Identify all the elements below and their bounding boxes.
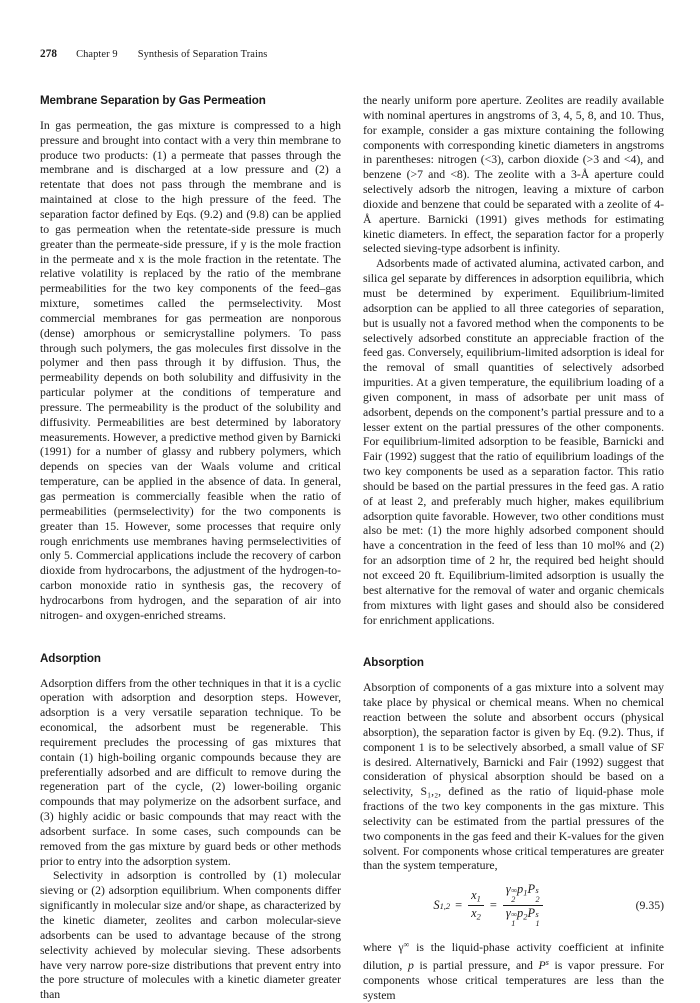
paragraph-adsorption-2: Selectivity in adsorption is controlled by (1) molecular sieving or (2) adsorption equilibrium. When components differ significantly in molecular size and/or shape, as characterized by the kinetic diameter, zeolites and carbon molecular-sieve adsorbents can be used to advantage because of the strong selectivity achieved by molecular sieving. These adsorbents have very narrow pore-size distributions that prevent entry into the pore structure of molecules with a kinetic diameter greater than: [40, 869, 341, 1002]
absorption-2-text-c: is partial pressure, and: [413, 958, 539, 972]
equals-sign-1: =: [455, 898, 463, 913]
paragraph-absorption-2: [363, 938, 664, 1003]
equation-expression: [363, 883, 620, 928]
equation-9-35: [363, 883, 664, 928]
absorption-2-text-d: is vapor pressure. For components whose critical temperatures are less than the system: [363, 958, 665, 1002]
running-head-chapter: Chapter 9: [76, 49, 118, 60]
paragraph-continued-1: the nearly uniform pore aperture. Zeolites are readily available with nominal apertures in angstroms of 3, 4, 5, 8, and 10. Thus, for example, consider a gas mixture containing the following components with corresponding kinetic diameters in angstroms in parentheses: nitrogen (<3), carbon dioxide (>3 and <4), and benzene (>7 and <8). The zeolite with a 3-Å aperture could selectively adsorb the nitrogen, leaving a mixture of carbon dioxide and benzene that could be separated with a zeolite of 4-Å aperture. Barnicki (1991) gives methods for estimating kinetic diameters. In effect, the separation factor for a properly selected sieving-type adsorbent is infinity.: [363, 94, 664, 256]
heading-adsorption: Adsorption: [40, 651, 101, 665]
symbol-p-uppercase: P: [538, 958, 546, 972]
two-column-body: [40, 94, 665, 1003]
paragraph-continued-2: Adsorbents made of activated alumina, activated carbon, and silica gel separate by differences in adsorption equilibria, which must be determined by experiment. Equilibrium-limited adsorption can be applied to all three categories of separation, but is usually not a favored method when the components to be selectively adsorbed constitute an appreciable fraction of the feed gas. Conversely, equilibrium-limited adsorption is ideal for the removal of small quantities of selectively adsorbed impurities. At a given temperature, the equilibrium loading of a given component, in mass of adsorbate per unit mass of adsorbent, depends on the component’s partial pressure and to a lesser extent on the partial pressures of the other components. For equilibrium-limited adsorption to be feasible, Barnicki and Fair (1992) suggest that the ratio of equilibrium loadings of the two key components be used as a separation factor. This ratio should be based on the partial pressures in the feed gas. A ratio of at least 2, and preferably much higher, makes equilibrium adsorption quite favorable. However, two other conditions must also be met: (1) the more highly adsorbed component should have a concentration in the feed of less than 10 mol% and (2) for an adsorption time of 2 hr, the required bed height should not exceed 20 ft. Equilibrium-limited adsorption is usually the best alternative for the removal of water and organic chemicals from mixtures with light gases and should also be considered for enrichment applications.: [363, 257, 664, 627]
equation-lhs-symbol: S: [433, 898, 440, 913]
heading-membrane-separation: Membrane Separation by Gas Permeation: [40, 94, 266, 107]
paragraph-absorption-1: Absorption of components of a gas mixture into a solvent may take place by physical or chemical means. When no chemical reaction between the solute and absorbent occurs (physical absorption), the separation factor is given by Eq. (9.2). Thus, if component 1 is to be selectively absorbed, a small value of SF is desired. Alternatively, Barnicki and Fair (1992) suggest that consideration of physical absorption should be based on a selectivity, S₁,₂, defined as the ratio of liquid-phase mole fractions of the two key components in the gas mixture. This selectivity can be estimated from the partial pressures of the two components in the gas feed and their K-values for the given solvent. For components whose critical temperatures are greater than the system temperature,: [363, 681, 664, 873]
equation-lhs-subscript: 1,2: [439, 900, 451, 911]
fraction-numerator-gamma2: γ ∞ 2 $p_1P$ s 2: [505, 882, 540, 904]
absorption-2-text-a: where γ: [363, 940, 404, 954]
equation-number: (9.35): [635, 899, 664, 913]
running-head-title: Synthesis of Separation Trains: [137, 49, 268, 60]
fraction-mole-fractions: [468, 889, 484, 922]
heading-absorption: Absorption: [363, 656, 424, 670]
fraction-denominator-gamma1: γ ∞ 1 $p_2P$ s 1: [503, 905, 543, 928]
gamma-infinity-superscript: ∞: [403, 940, 410, 949]
fraction-gamma-p-ps: [503, 883, 543, 928]
paragraph-membrane-separation: In gas permeation, the gas mixture is compressed to a high pressure and brought into contact with a very thin membrane to produce two products: (1) a permeate that passes through the membrane and is discharged at a low pressure and (2) a retentate that does not pass through the membrane and is maintained at close to the high pressure of the feed. The separation factor defined by Eqs. (9.2) and (9.8) can be applied to gas permeation when the retentate-side pressure is much greater than the permeate-side pressure, if y is the mole fraction in the permeate and x is the mole fraction in the retentate. The relative volatility is replaced by the ratio of the membrane permeabilities for the two key components of the feed–gas mixture, sometimes called the permselectivity. Most commercial membranes for gas permeation are nonporous (dense) amorphous or semicrystalline polymers. To pass through such polymers, the gas molecules first dissolve in the polymer and then pass through it by diffusion. Thus, the permeability depends on both solubility and diffusivity in the particular polymer at the conditions of temperature and pressure. The permeability is the product of the solubility and diffusivity. Permeabilities are best determined by laboratory measurements. However, a predictive method given by Barnicki (1991) for a number of glassy and rubbery polymers, which depends on species van der Waals volume and critical temperature, can be applied in the absence of data. In general, gas permeation is commercially feasible when the ratio of permeabilities (permselectivity) for the two components is greater than 15. However, some processes that require only rough enrichments use membranes having permselectivities of only 5. Commercial applications include the recovery of carbon dioxide from hydrocarbons, the adjustment of the hydrogen-to-carbon monoxide ratio in synthesis gas, the recovery of hydrocarbons from hydrogen, and the separation of air into nitrogen- and oxygen-enriched streams.: [40, 118, 341, 622]
page-number: 278: [40, 48, 58, 60]
equation-math: [433, 883, 543, 928]
equals-sign-2: =: [489, 898, 497, 913]
running-head: [40, 48, 665, 62]
left-column: [40, 94, 341, 1003]
fraction-denominator-x2: $x_2$: [468, 905, 484, 922]
symbol-s-superscript: s: [545, 957, 549, 967]
symbol-p-lowercase: p: [407, 958, 414, 972]
paragraph-adsorption-1: Adsorption differs from the other techniques in that it is a cyclic operation with adsorption and desorption steps. However, adsorption is a very versatile separation technique. To be economical, the adsorbent must be regenerable. This requirement precludes the processing of gas mixtures that contain (1) high-boiling organic compounds because they are preferentially adsorbed and are difficult to remove during the regeneration part of the cycle, (2) lower-boiling organic compounds that may polymerize on the adsorbent surface, and (3) highly acidic or basic compounds that may react with the adsorbent surface. In some cases, such compounds can be removed from the gas mixture by guard beds or other methods prior to entry into the adsorption system.: [40, 676, 341, 868]
right-column: [363, 94, 664, 1003]
absorption-2-text-b: is the liquid-phase activity coefficient at infinite dilution,: [363, 940, 664, 972]
fraction-numerator-x1: $x_1$: [471, 888, 481, 905]
